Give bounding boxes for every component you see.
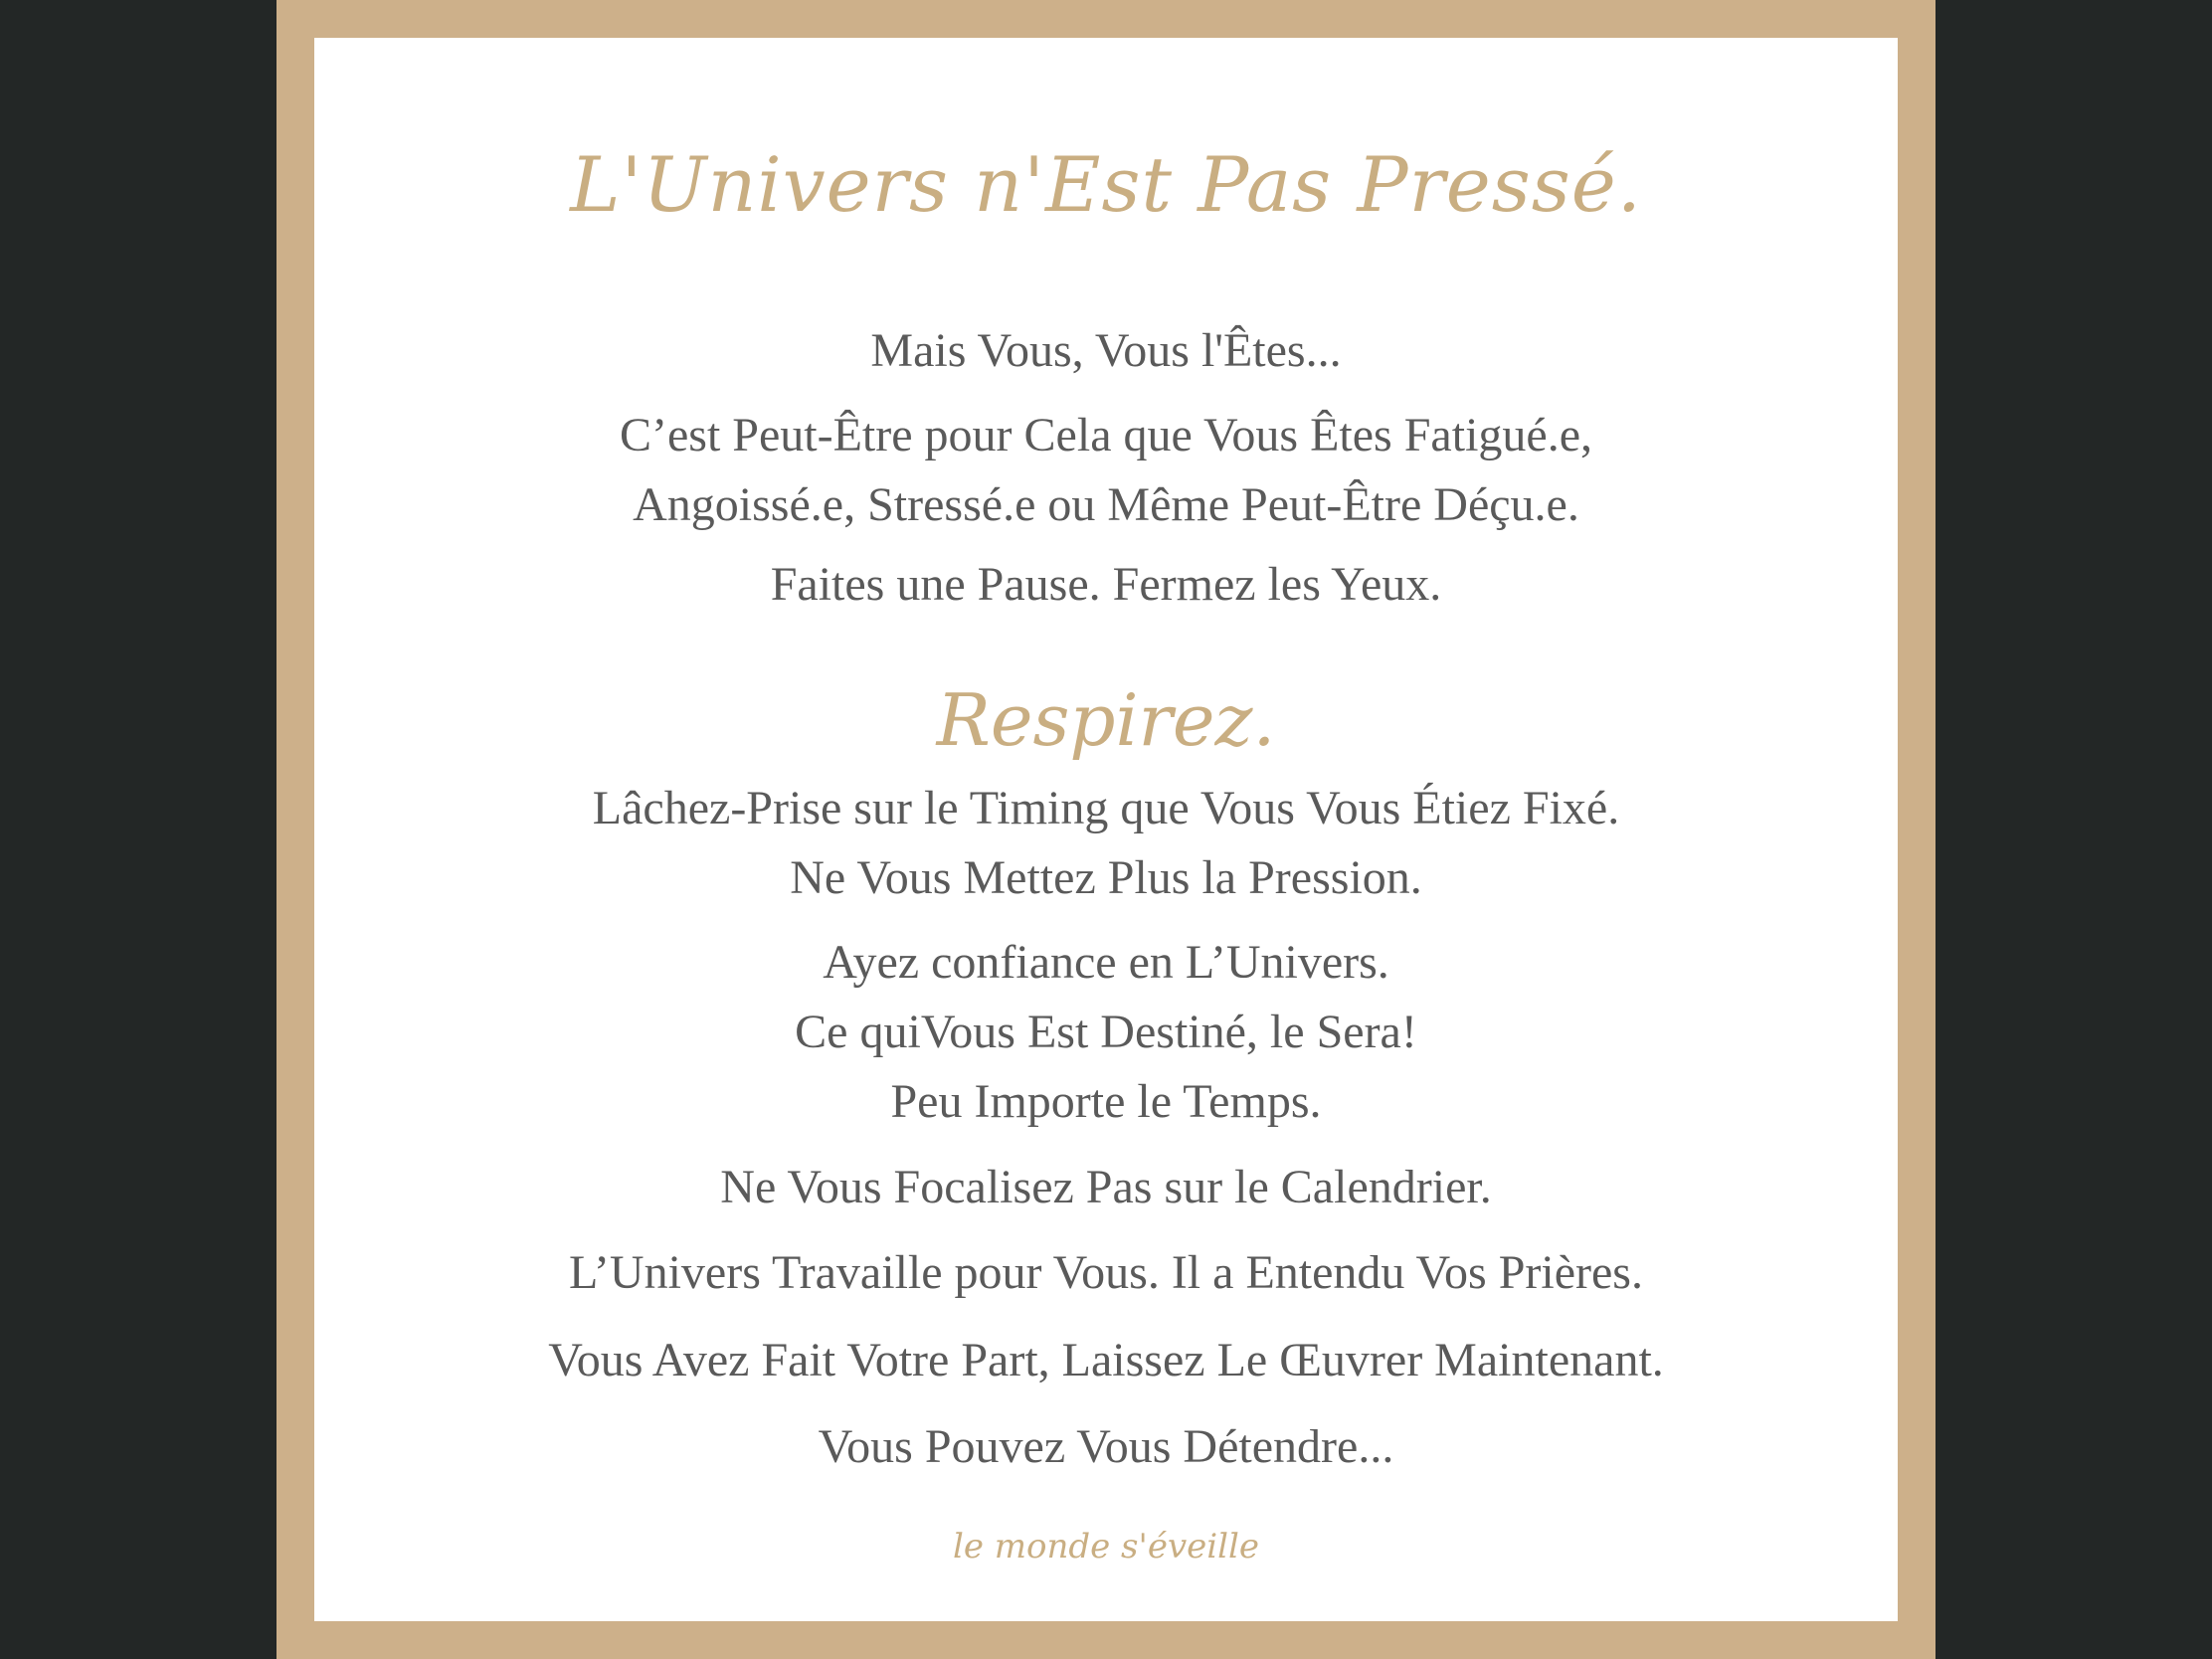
quote-title: L'Univers n'Est Pas Pressé.: [570, 140, 1642, 229]
intro-line-3: Faites une Pause. Fermez les Yeux.: [770, 558, 1442, 611]
body-paragraph-6: Vous Pouvez Vous Détendre...: [818, 1420, 1394, 1473]
body-paragraph-3: Ne Vous Focalisez Pas sur le Calendrier.: [720, 1161, 1492, 1213]
intro-line-2: C’est Peut-Être pour Cela que Vous Êtes Fatigué.e, Angoissé.e, Stressé.e ou Même Peut-Être Déçu.e.: [619, 409, 1593, 531]
body-paragraph-5: Vous Avez Fait Votre Part, Laissez Le Œuvrer Maintenant.: [548, 1334, 1664, 1386]
intro-line-1: Mais Vous, Vous l'Êtes...: [870, 324, 1342, 377]
gold-frame: [276, 0, 1936, 1659]
body-paragraph-1: Lâchez-Prise sur le Timing que Vous Vous Étiez Fixé. Ne Vous Mettez Plus la Pression.: [592, 782, 1620, 904]
quote-card: [314, 38, 1898, 1621]
quote-subtitle: Respirez.: [936, 678, 1276, 762]
body-paragraph-2: Ayez confiance en L’Univers. Ce quiVous Est Destiné, le Sera! Peu Importe le Temps.: [795, 936, 1417, 1128]
signature: le monde s'éveille: [952, 1527, 1260, 1567]
body-paragraph-4: L’Univers Travaille pour Vous. Il a Entendu Vos Prières.: [569, 1246, 1643, 1299]
